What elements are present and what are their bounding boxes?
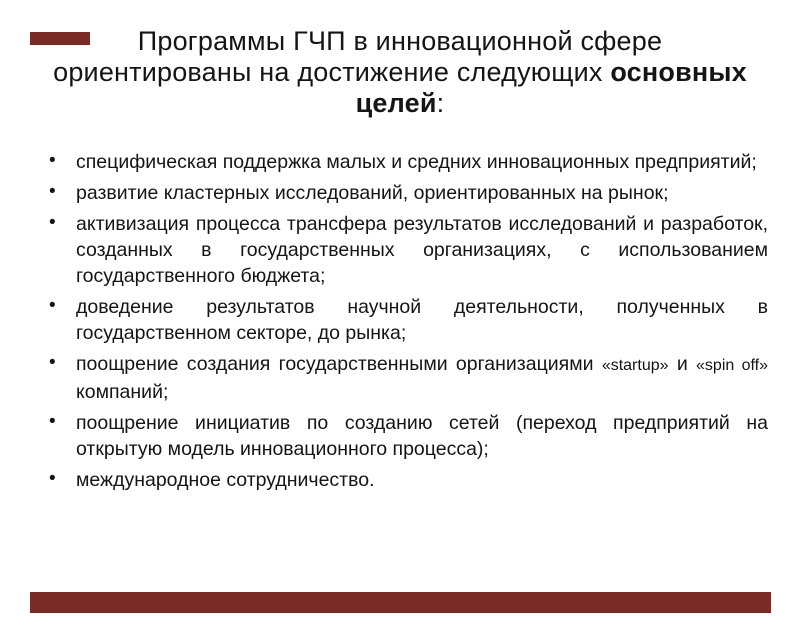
- bullet-list: [40, 149, 768, 493]
- list-item: [40, 149, 768, 175]
- list-item: [40, 351, 768, 405]
- list-item: [40, 211, 768, 289]
- bullet-icon: •: [49, 468, 56, 489]
- bullet-text: активизация процесса трансфера результатов исследований и разработок, созданных в государственных организациях, с использованием государственного бюджета;: [76, 213, 768, 287]
- bullet-text: доведение результатов научной деятельности, полученных в государственном секторе, до рынка;: [76, 296, 768, 344]
- title-line-2-bold: основных: [610, 57, 747, 87]
- bullet-text: развитие кластерных исследований, ориентированных на рынок;: [76, 182, 669, 204]
- title-line-1: Программы ГЧП в инновационной сфере: [137, 26, 663, 56]
- bullet-text: и: [668, 353, 697, 375]
- title-line-3-bold: целей: [355, 88, 437, 118]
- title-line-3: [0, 88, 800, 119]
- bullet-icon: •: [49, 411, 56, 432]
- bullet-text: международное сотрудничество.: [76, 469, 375, 491]
- title-line-2: [0, 57, 800, 88]
- bullet-text: специфическая поддержка малых и средних инновационных предприятий;: [76, 151, 757, 173]
- bullet-icon: •: [49, 150, 56, 171]
- bullet-icon: •: [49, 212, 56, 233]
- title-line-2-regular: ориентированы на достижение следующих: [53, 57, 611, 87]
- bullet-icon: •: [49, 181, 56, 202]
- bullet-icon: •: [49, 295, 56, 316]
- bullet-text: поощрение создания государственными организациями: [76, 353, 602, 375]
- slide-canvas: [0, 26, 800, 626]
- bullet-icon: •: [49, 352, 56, 373]
- top-left-accent-bar: [30, 32, 90, 45]
- slide-title: [0, 26, 800, 119]
- list-item: [40, 410, 768, 462]
- list-item: [40, 467, 768, 493]
- title-line-3-suffix: :: [436, 88, 445, 118]
- bullet-text: поощрение инициатив по созданию сетей (переход предприятий на открытую модель инновационного процесса);: [76, 412, 768, 460]
- bottom-accent-bar: [30, 592, 771, 613]
- list-item: [40, 180, 768, 206]
- list-item: [40, 294, 768, 346]
- bullet-text: компаний;: [76, 381, 169, 403]
- bullet-text-latin: «startup»: [601, 357, 669, 374]
- bullet-text-latin: «spin off»: [696, 357, 769, 374]
